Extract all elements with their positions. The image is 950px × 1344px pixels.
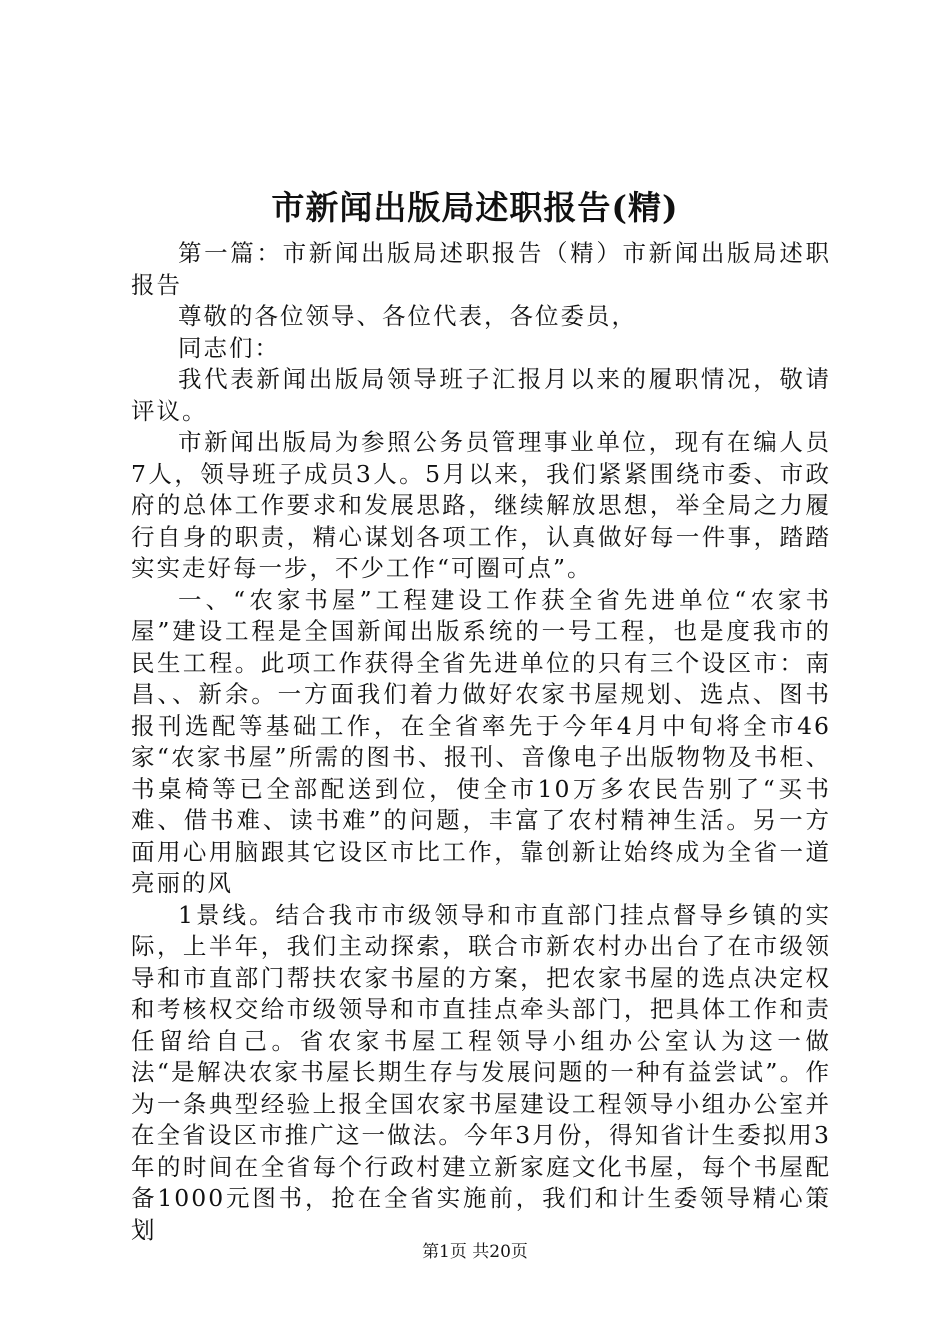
document-title: 市新闻出版局述职报告(精) <box>271 188 679 227</box>
page-number: 第1页 共20页 <box>422 1242 528 1262</box>
paragraph-section-one: 一、“农家书屋”工程建设工作获全省先进单位“农家书屋”建设工程是全国新闻出版系统的一号工程，也是度我市的民生工程。此项工作获得全省先进单位的只有三个设区市：南昌、、新余。一方面我们着力做好农家书屋规划、选点、图书报刊选配等基础工作，在全省率先于今年4月中旬将全市46家“农家书屋”所需的图书、报刊、音像电子出版物物及书柜、书桌椅等已全部配送到位，使全市10万多农民告别了“买书难、借书难、读书难”的问题，丰富了农村精神生活。另一方面用心用脑跟其它设区市比工作，靠创新让始终成为全省一道亮丽的风 <box>131 585 831 897</box>
paragraph-salutation: 尊敬的各位领导、各位代表，各位委员， <box>178 302 637 330</box>
document-body <box>131 238 831 1246</box>
paragraph-overview: 市新闻出版局为参照公务员管理事业单位，现有在编人员7人，领导班子成员3人。5月以来，我们紧紧围绕市委、市政府的总体工作要求和发展思路，继续解放思想，举全局之力履行自身的职责，精心谋划各项工作，认真做好每一件事，踏踏实实走好每一步，不少工作“可圈可点”。 <box>131 428 831 582</box>
paragraph-greeting: 同志们： <box>178 333 280 362</box>
paragraph-intro: 我代表新闻出版局领导班子汇报月以来的履职情况，敬请评议。 <box>131 365 831 425</box>
paragraph-continuation: 1景线。结合我市市级领导和市直部门挂点督导乡镇的实际，上半年，我们主动探索，联合市新农村办出台了在市级领导和市直部门帮扶农家书屋的方案，把农家书屋的选点决定权和考核权交给市级领导和市直挂点牵头部门，把具体工作和责任留给自己。省农家书屋工程领导小组办公室认为这一做法“是解决农家书屋长期生存与发展问题的一种有益尝试”。作为一条典型经验上报全国农家书屋建设工程领导小组办公室并在全省设区市推广这一做法。今年3月份，得知省计生委拟用3年的时间在全省每个行政村建立新家庭文化书屋，每个书屋配备1000元图书，抢在全省实施前，我们和计生委领导精心策划 <box>131 900 831 1244</box>
paragraph-heading: 第一篇：市新闻出版局述职报告（精）市新闻出版局述职报告 <box>131 239 831 299</box>
